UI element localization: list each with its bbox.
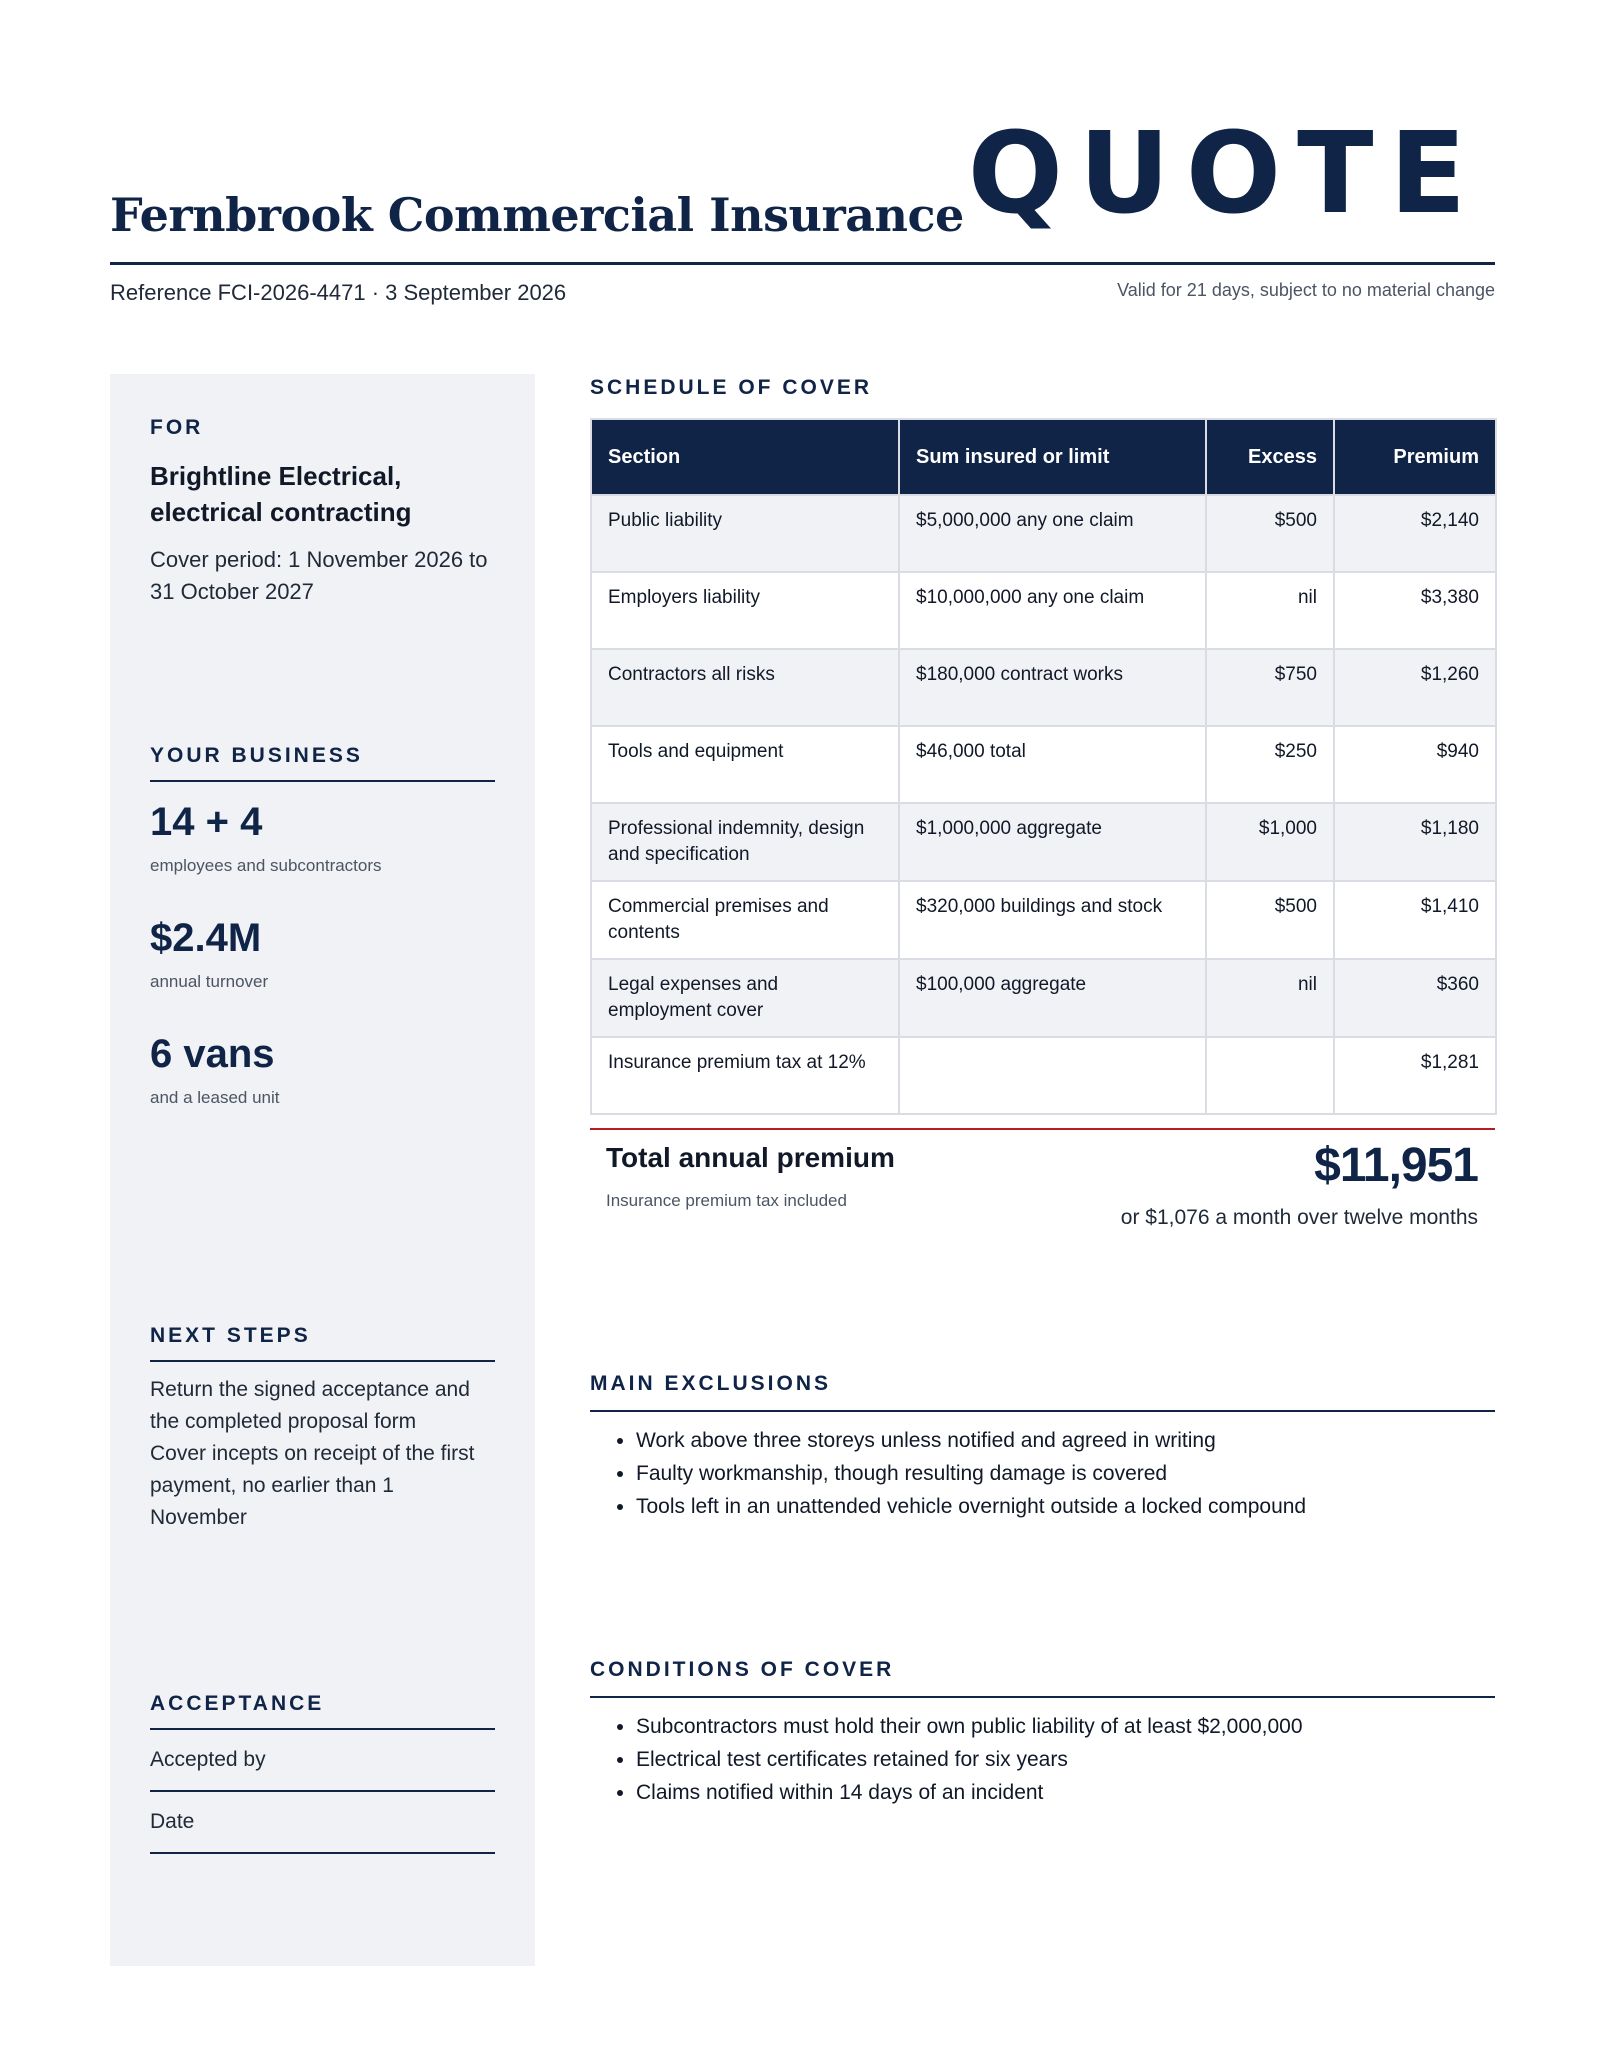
document-type-title: QUOTE bbox=[967, 109, 1482, 239]
limit-cell: $320,000 buildings and stock bbox=[899, 881, 1206, 959]
excess-cell: $500 bbox=[1206, 881, 1334, 959]
table-row bbox=[591, 495, 1496, 572]
stat-value: 6 vans bbox=[150, 1032, 275, 1076]
table-row bbox=[591, 959, 1496, 1037]
stat-block bbox=[150, 802, 495, 876]
column-header-sum: Sum insured or limit bbox=[899, 419, 1206, 495]
business-divider bbox=[150, 780, 495, 782]
limit-cell: $180,000 contract works bbox=[899, 649, 1206, 726]
limit-cell: $10,000,000 any one claim bbox=[899, 572, 1206, 649]
excess-cell: $250 bbox=[1206, 726, 1334, 803]
quote-reference: Reference FCI-2026-4471 · 3 September 2026 bbox=[110, 280, 567, 305]
next-step-item: Cover incepts on receipt of the first payment, no earlier than 1 November bbox=[150, 1442, 475, 1529]
client-section bbox=[150, 416, 495, 608]
table-row bbox=[591, 649, 1496, 726]
schedule-table bbox=[590, 418, 1497, 1115]
next-step-item: Return the signed acceptance and the completed proposal form bbox=[150, 1378, 470, 1433]
stat-label: and a leased unit bbox=[150, 1088, 280, 1107]
schedule-heading: SCHEDULE OF COVER bbox=[590, 376, 873, 399]
excess-cell: $750 bbox=[1206, 649, 1334, 726]
excess-cell: $1,000 bbox=[1206, 803, 1334, 881]
stat-value: $2.4M bbox=[150, 916, 262, 960]
acceptance-section bbox=[150, 1692, 495, 1854]
section-cell: Legal expenses and employment cover bbox=[591, 959, 899, 1037]
section-cell: Tools and equipment bbox=[591, 726, 899, 803]
sidebar bbox=[110, 374, 535, 1966]
list-item: • Electrical test certificates retained for six years bbox=[636, 1743, 1495, 1776]
total-note: Insurance premium tax included bbox=[606, 1191, 847, 1210]
limit-cell: $46,000 total bbox=[899, 726, 1206, 803]
limit-cell bbox=[899, 1037, 1206, 1114]
header-divider bbox=[110, 262, 1495, 265]
section-cell: Employers liability bbox=[591, 572, 899, 649]
acceptance-heading: ACCEPTANCE bbox=[150, 1692, 325, 1715]
table-row bbox=[591, 572, 1496, 649]
table-row bbox=[591, 726, 1496, 803]
business-heading: YOUR BUSINESS bbox=[150, 744, 363, 767]
conditions-list bbox=[590, 1710, 1495, 1809]
section-cell: Professional indemnity, design and specification bbox=[591, 803, 899, 881]
for-heading: FOR bbox=[150, 416, 204, 439]
limit-cell: $5,000,000 any one claim bbox=[899, 495, 1206, 572]
section-cell: Public liability bbox=[591, 495, 899, 572]
excess-cell: $500 bbox=[1206, 495, 1334, 572]
client-name: Brightline Electrical, electrical contracting bbox=[150, 461, 412, 527]
list-item: • Faulty workmanship, though resulting damage is covered bbox=[636, 1457, 1495, 1490]
table-row bbox=[591, 803, 1496, 881]
stat-label: annual turnover bbox=[150, 972, 269, 991]
conditions-heading: CONDITIONS OF COVER bbox=[590, 1658, 895, 1681]
date-field[interactable]: Date bbox=[150, 1792, 495, 1854]
monthly-premium: or $1,076 a month over twelve months bbox=[1120, 1206, 1478, 1229]
premium-cell: $360 bbox=[1334, 959, 1496, 1037]
total-divider bbox=[590, 1128, 1495, 1130]
next-steps-section bbox=[150, 1324, 495, 1534]
company-name: Fernbrook Commercial Insurance bbox=[110, 188, 964, 242]
limit-cell: $1,000,000 aggregate bbox=[899, 803, 1206, 881]
excess-cell: nil bbox=[1206, 572, 1334, 649]
next-steps-divider bbox=[150, 1360, 495, 1362]
stat-label: employees and subcontractors bbox=[150, 856, 382, 875]
quote-validity: Valid for 21 days, subject to no material change bbox=[1117, 280, 1495, 300]
section-cell: Commercial premises and contents bbox=[591, 881, 899, 959]
premium-cell: $1,281 bbox=[1334, 1037, 1496, 1114]
premium-cell: $940 bbox=[1334, 726, 1496, 803]
column-header-excess: Excess bbox=[1206, 419, 1334, 495]
list-item: • Claims notified within 14 days of an incident bbox=[636, 1776, 1495, 1809]
exclusions-divider bbox=[590, 1410, 1495, 1412]
premium-cell: $2,140 bbox=[1334, 495, 1496, 572]
business-section bbox=[150, 744, 495, 1108]
excess-cell: nil bbox=[1206, 959, 1334, 1037]
stat-block bbox=[150, 918, 495, 992]
exclusions-list bbox=[590, 1424, 1495, 1523]
list-item: • Work above three storeys unless notified and agreed in writing bbox=[636, 1424, 1495, 1457]
stat-value: 14 + 4 bbox=[150, 800, 263, 844]
conditions-divider bbox=[590, 1696, 1495, 1698]
next-steps-heading: NEXT STEPS bbox=[150, 1324, 311, 1347]
excess-cell bbox=[1206, 1037, 1334, 1114]
cover-period: Cover period: 1 November 2026 to 31 October 2027 bbox=[150, 547, 488, 604]
exclusions-heading: MAIN EXCLUSIONS bbox=[590, 1372, 832, 1395]
table-row bbox=[591, 1037, 1496, 1114]
table-row bbox=[591, 881, 1496, 959]
limit-cell: $100,000 aggregate bbox=[899, 959, 1206, 1037]
table-header-row bbox=[591, 419, 1496, 495]
total-premium-value: $11,951 bbox=[1314, 1139, 1478, 1192]
premium-cell: $3,380 bbox=[1334, 572, 1496, 649]
section-cell: Insurance premium tax at 12% bbox=[591, 1037, 899, 1114]
premium-cell: $1,260 bbox=[1334, 649, 1496, 726]
premium-cell: $1,410 bbox=[1334, 881, 1496, 959]
stat-block bbox=[150, 1034, 495, 1108]
column-header-premium: Premium bbox=[1334, 419, 1496, 495]
accepted-by-field[interactable]: Accepted by bbox=[150, 1730, 495, 1792]
list-item: • Subcontractors must hold their own public liability of at least $2,000,000 bbox=[636, 1710, 1495, 1743]
section-cell: Contractors all risks bbox=[591, 649, 899, 726]
column-header-section: Section bbox=[591, 419, 899, 495]
list-item: • Tools left in an unattended vehicle overnight outside a locked compound bbox=[636, 1490, 1495, 1523]
total-label: Total annual premium bbox=[606, 1142, 895, 1173]
premium-cell: $1,180 bbox=[1334, 803, 1496, 881]
